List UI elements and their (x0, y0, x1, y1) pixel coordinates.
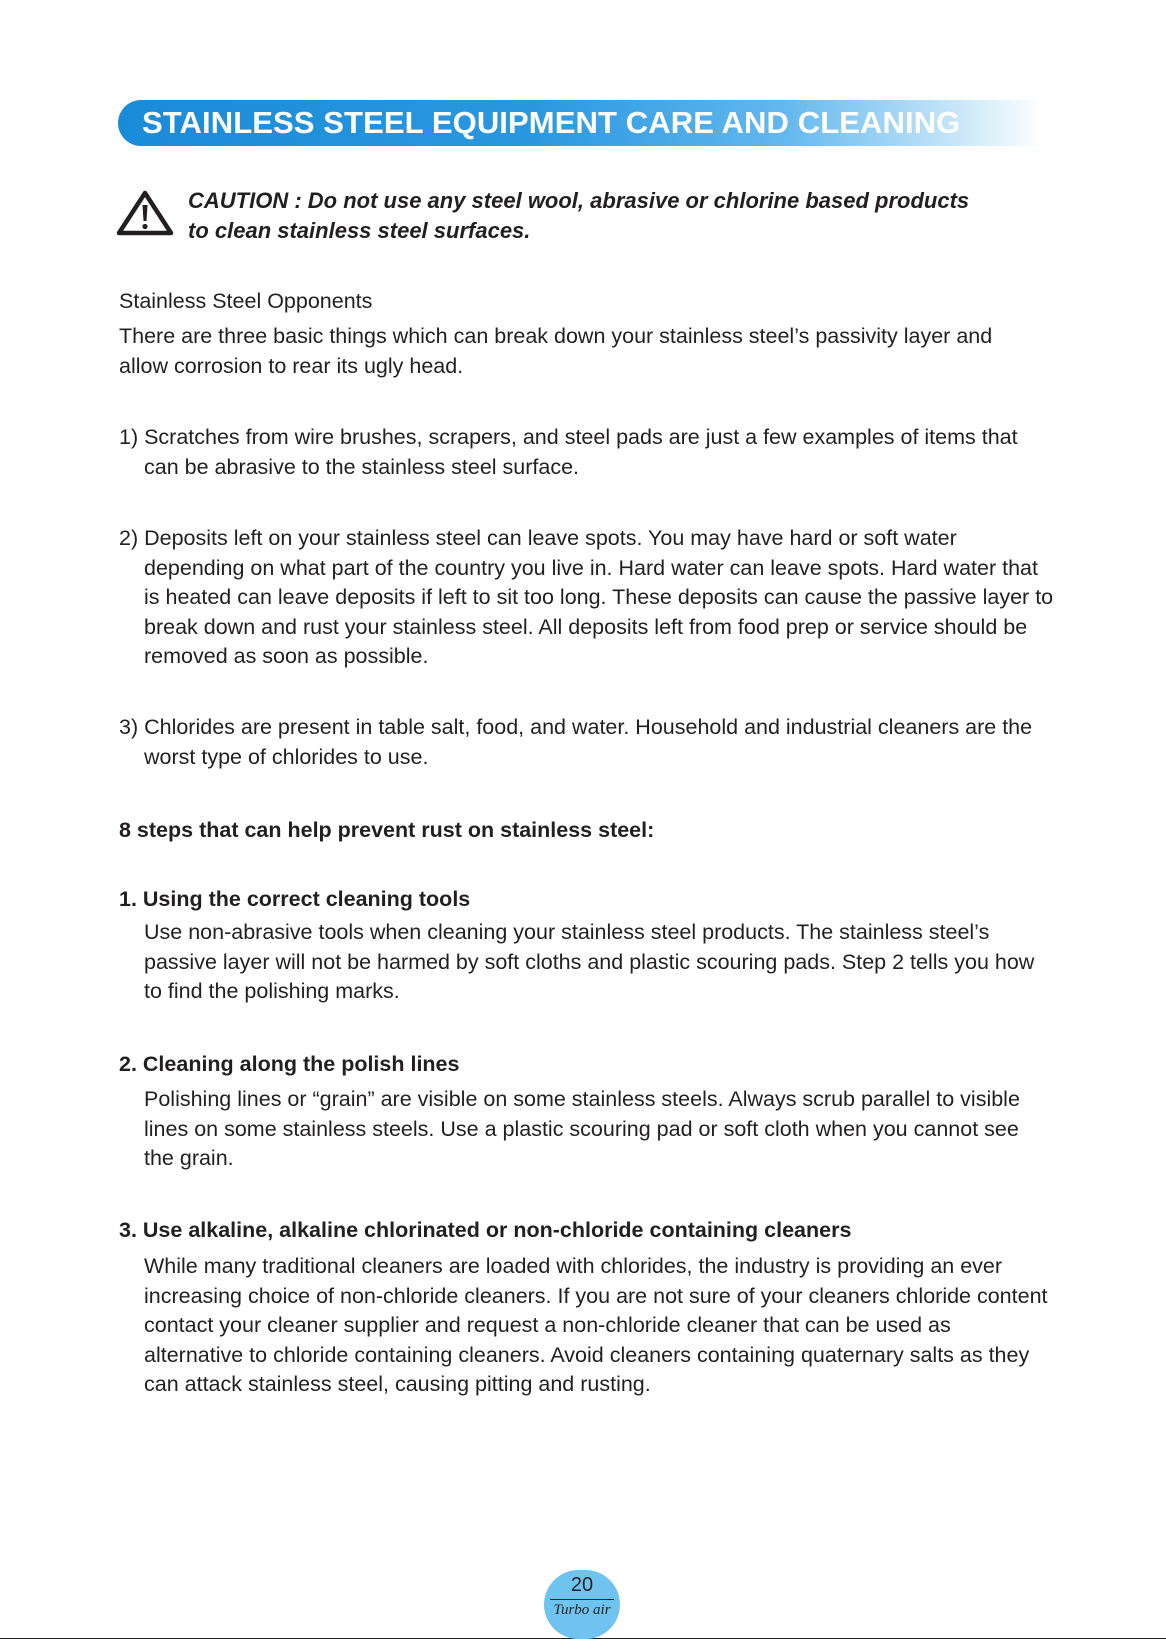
step-2-body: Polishing lines or “grain” are visible on some stainless steels. Always scrub parallel to visible lines on some stainless steels. Use a plastic scouring pad or soft cloth when you cannot see the grain. (144, 1087, 1020, 1170)
step-1-title: 1. Using the correct cleaning tools (119, 887, 471, 911)
opponent-item-1: 1) Scratches from wire brushes, scrapers, and steel pads are just a few examples of items that can be abrasive to the stainless steel surface. (119, 425, 1018, 479)
step-3-title: 3. Use alkaline, alkaline chlorinated or non-chloride containing cleaners (119, 1218, 852, 1242)
step-2-title: 2. Cleaning along the polish lines (119, 1052, 460, 1076)
step-1-body: Use non-abrasive tools when cleaning your stainless steel products. The stainless steel’s passive layer will not be harmed by soft cloths and plastic scouring pads. Step 2 tells you how to find the polishing marks. (144, 920, 1035, 1003)
step-3-body: While many traditional cleaners are loaded with chlorides, the industry is providing an ever increasing choice of non-chloride cleaners. If you are not sure of your cleaners chloride content contact your cleaner supplier and request a non-chloride cleaner that can be used as alternative to chloride containing cleaners. Avoid cleaners containing quaternary salts as they can attack stainless steel, causing pitting and rusting. (144, 1254, 1048, 1396)
opponent-item-3: 3) Chlorides are present in table salt, food, and water. Household and industrial cleaners are the worst type of chlorides to use. (119, 715, 1033, 769)
warning-triangle-icon (116, 190, 174, 236)
badge-divider (550, 1599, 614, 1600)
caution-line-1: CAUTION : Do not use any steel wool, abrasive or chlorine based products (188, 188, 970, 213)
caution-line-2: to clean stainless steel surfaces. (188, 218, 531, 243)
steps-heading: 8 steps that can help prevent rust on stainless steel: (119, 818, 655, 842)
page-number-badge (544, 1570, 620, 1639)
opponents-intro: There are three basic things which can break down your stainless steel’s passivity layer and allow corrosion to rear its ugly head. (119, 324, 993, 378)
opponent-item-2: 2) Deposits left on your stainless steel can leave spots. You may have hard or soft water depending on what part of the country you live in. Hard water can leave spots. Hard water that is heated can leave deposits if left to sit too long. These deposits can cause the passive layer to break down and rust your stainless steel. All deposits left from food prep or service should be removed as soon as possible. (119, 526, 1054, 668)
brand-logo: Turbo air (553, 1602, 611, 1618)
opponents-heading: Stainless Steel Opponents (119, 289, 373, 313)
page-title: STAINLESS STEEL EQUIPMENT CARE AND CLEANING (142, 105, 961, 140)
page-number: 20 (570, 1574, 594, 1596)
caution-notice (188, 186, 1088, 246)
section-title-bar (118, 100, 1043, 146)
